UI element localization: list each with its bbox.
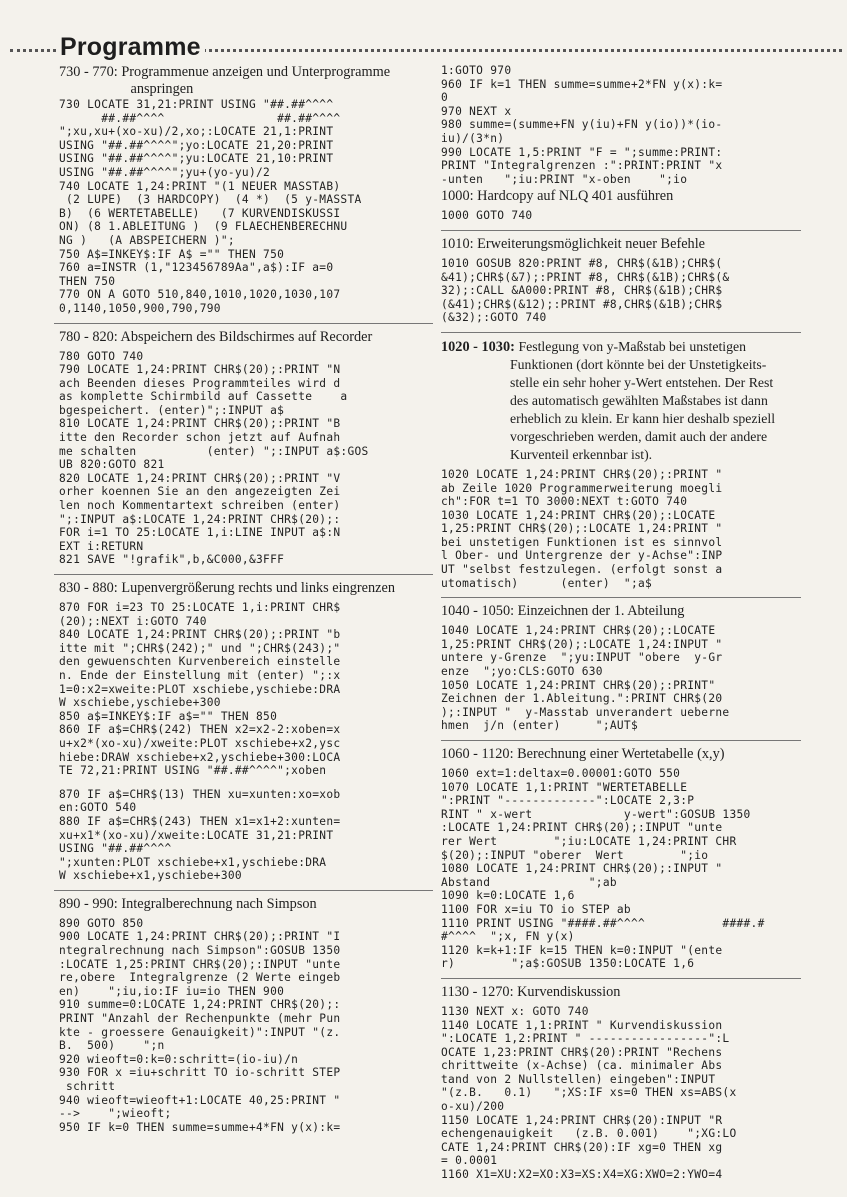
code-block-1130: 1130 NEXT x: GOTO 740 1140 LOCATE 1,1:PRINT " Kurvendiskussion ":LOCATE 1,2:PRINT " -----------------":L OCATE 1,23:PRINT CHR$(20):PRINT "Rechens chrittweite (x-Achse) (ca. minimaler Abs tand von 2 Nullstellen) eingeben":INPUT "(z.B. 0.1) ";XS:IF xs=0 THEN xs=ABS(x o-xu)/200 1150 LOCATE 1,24:PRINT CHR$(20):INPUT "R echengenauigkeit (z.B. 0.001) ";XG:LO CATE 1,24:PRINT CHR$(20):IF xg=0 THEN xg = 0.0001 1160 X1=XU:X2=XO:X3=XS:X4=XG:XWO=2:YWO=4 xyxy=(441,1004,737,1182)
code-block-1000: 1000 GOTO 740 xyxy=(441,209,533,223)
section-description-1020: Festlegung von y-Maßstab bei unstetigen Funktionen (dort könnte bei der Unstetigkeits- stelle ein sehr hoher y-Wert entstehen. Der Rest des automatisch gewählten Maßstabes ist dann erheblich zu klein. Er kann hier deshalb speziell vorgeschrieben werden, damit auch der andere Kurventeil erkennbar ist). xyxy=(509,338,776,462)
section-heading-730: 730 - 770: Programmenue anzeigen und Unterprogramme anspringen xyxy=(59,64,391,97)
section-divider xyxy=(54,323,433,324)
code-block-1020: 1020 LOCATE 1,24:PRINT CHR$(20);:PRINT " ab Zeile 1020 Programmerweiterung moegli ch":FOR t=1 TO 3000:NEXT t:GOTO 740 1030 LOCATE 1,24:PRINT CHR$(20);:LOCATE 1,25:PRINT CHR$(20);:LOCATE 1,24:PRINT " bei unstetigen Funktionen ist es sinnvol l Ober- und Untergrenze der y-Achse":INP UT "selbst festzulegen. (erfolgt sonst a utomatisch) (enter) ";a$ xyxy=(441,467,723,590)
section-heading-1020: 1020 - 1030: xyxy=(441,338,519,355)
code-block-830: 870 FOR i=23 TO 25:LOCATE 1,i:PRINT CHR$ (20);:NEXT i:GOTO 740 840 LOCATE 1,24:PRINT CHR$(20);:PRINT "b itte mit ";CHR$(242);" und ";CHR$(243);" den gewuenschten Kurvenbereich einstelle n. Ende der Einstellung mit (enter) ";:x 1=0:x2=xweite:PLOT xschiebe,yschiebe:DRA W xschiebe,yschiebe+300 850 a$=INKEY$:IF a$="" THEN 850 860 IF a$=CHR$(242) THEN x2=x2-2:xoben=x u+x2*(xo-xu)/xweite:PLOT xschiebe+x2,ysc hiebe:DRAW xschiebe+x2,yschiebe+300:LOCA TE 72,21:PRINT USING "##.##^^^^";xoben xyxy=(59,601,341,778)
section-divider xyxy=(441,597,801,598)
section-heading-1040: 1040 - 1050: Einzeichnen der 1. Abteilung xyxy=(441,603,685,620)
code-block-1040: 1040 LOCATE 1,24:PRINT CHR$(20);:LOCATE 1,25:PRINT CHR$(20);:LOCATE 1,24:INPUT " untere y-Grenze ";yu:INPUT "obere y-Gr enze ";yo:CLS:GOTO 630 1050 LOCATE 1,24:PRINT CHR$(20);:PRINT" Zeichnen der 1.Ableitung.":PRINT CHR$(20 );:INPUT " y-Masstab unverandert ueberne hmen j/n (enter) ";AUT$ xyxy=(441,624,730,733)
section-heading-1000: 1000: Hardcopy auf NLQ 401 ausführen xyxy=(441,188,674,205)
section-divider xyxy=(441,332,801,333)
page-header xyxy=(10,33,842,62)
code-block-1060: 1060 ext=1:deltax=0.00001:GOTO 550 1070 LOCATE 1,1:PRINT "WERTETABELLE ":PRINT "-------------":LOCATE 2,3:P RINT " x-wert y-wert":GOSUB 1350 :LOCATE 1,24:PRINT CHR$(20);:INPUT "unte rer Wert ";iu:LOCATE 1,24:PRINT CHR $(20);:INPUT "oberer Wert ";io 1080 LOCATE 1,24:PRINT CHR$(20);:INPUT " Abstand ";ab 1090 k=0:LOCATE 1,6 1100 FOR x=iu TO io STEP ab 1110 PRINT USING "####.##^^^^ ####.# #^^^^ ";x, FN y(x) 1120 k=k+1:IF k=15 THEN k=0:INPUT "(ente r) ";a$:GOSUB 1350:LOCATE 1,6 xyxy=(441,767,765,971)
code-block-950-continued: 1:GOTO 970 960 IF k=1 THEN summe=summe+2*FN y(x):k= 0 970 NEXT x 980 summe=(summe+FN y(iu)+FN y(io))*(io- iu)/(3*n) 990 LOCATE 1,5:PRINT "F = ";summe:PRINT: PRINT "Integralgrenzen :":PRINT:PRINT "x -unten ";iu:PRINT "x-oben ";io xyxy=(441,64,723,186)
code-block-780: 780 GOTO 740 790 LOCATE 1,24:PRINT CHR$(20);:PRINT "N ach Beenden dieses Programmteiles wird d as komplette Schirmbild auf Cassette a bgespeichert. (enter)";:INPUT a$ 810 LOCATE 1,24:PRINT CHR$(20);:PRINT "B itte den Recorder schon jetzt auf Aufnah me schalten (enter) ";:INPUT a$:GOS UB 820:GOTO 821 820 LOCATE 1,24:PRINT CHR$(20);:PRINT "V orher koennen Sie an den angezeigten Zei len noch Kommentartext schreiben (enter) ";:INPUT a$:LOCATE 1,24:PRINT CHR$(20);: FOR i=1 TO 25:LOCATE 1,i:LINE INPUT a$:N EXT i:RETURN 821 SAVE "!grafik",b,&C000,&3FFF xyxy=(59,349,369,567)
header-title: Programme xyxy=(56,33,205,62)
section-heading-1060: 1060 - 1120: Berechnung einer Wertetabelle (x,y) xyxy=(441,746,725,762)
section-divider xyxy=(441,230,801,231)
section-divider xyxy=(54,574,433,575)
left-column xyxy=(59,64,433,1134)
section-heading-780: 780 - 820: Abspeichern des Bildschirmes auf Recorder xyxy=(59,328,373,345)
section-heading-830: 830 - 880: Lupenvergrößerung rechts und links eingrenzen xyxy=(59,580,396,596)
section-divider xyxy=(441,978,801,979)
code-block-870: 870 IF a$=CHR$(13) THEN xu=xunten:xo=xob en:GOTO 540 880 IF a$=CHR$(243) THEN x1=x1+2:xunten= xu+x1*(xo-xu)/xweite:LOCATE 31,21:PRINT USING "##.##^^^^ ";xunten:PLOT xschiebe+x1,yschiebe:DRA W xschiebe+x1,yschiebe+300 xyxy=(59,787,341,883)
right-column xyxy=(441,64,801,1182)
code-block-730: 730 LOCATE 31,21:PRINT USING "##.##^^^^ ##.##^^^^ ##.##^^^^ ";xu,xu+(xo-xu)/2,xo;:LOCATE 21,1:PRINT USING "##.##^^^^";yo:LOCATE 21,20:PRINT USING "##.##^^^^";yu:LOCATE 21,10:PRINT USING "##.##^^^^";yu+(yo-yu)/2 740 LOCATE 1,24:PRINT "(1 NEUER MASSTAB) (2 LUPE) (3 HARDCOPY) (4 *) (5 y-MASSTA B) (6 WERTETABELLE) (7 KURVENDISKUSSI ON) (8 1.ABLEITUNG ) (9 FLAECHENBERECHNU NG ) (A ABSPEICHERN )"; 750 A$=INKEY$:IF A$ ="" THEN 750 760 a=INSTR (1,"123456789Aa",a$):IF a=0 THEN 750 770 ON A GOTO 510,840,1010,1020,1030,107 0,1140,1050,900,790,790 xyxy=(59,98,362,315)
section-divider xyxy=(54,890,433,891)
section-heading-1130: 1130 - 1270: Kurvendiskussion xyxy=(441,983,621,1000)
section-heading-1010: 1010: Erweiterungsmöglichkeit neuer Befehle xyxy=(441,235,706,252)
section-heading-890: 890 - 990: Integralberechnung nach Simpson xyxy=(59,895,317,912)
code-block-1010: 1010 GOSUB 820:PRINT #8, CHR$(&1B);CHR$( &41);CHR$(&7);:PRINT #8, CHR$(&1B);CHR$(& 32);:CALL &A000:PRINT #8, CHR$(&1B);CHR$ (&41);CHR$(&12);:PRINT #8,CHR$(&1B);CHR$ (&32);:GOTO 740 xyxy=(441,256,730,325)
section-divider xyxy=(441,740,801,741)
section-1020-text xyxy=(441,338,801,464)
code-block-890: 890 GOTO 850 900 LOCATE 1,24:PRINT CHR$(20);:PRINT "I ntegralrechnung nach Simpson":GOSUB 1350 :LOCATE 1,25:PRINT CHR$(20);:INPUT "unte re,obere Integralgrenze (2 Werte eingeb en) ";iu,io:IF iu=io THEN 900 910 summe=0:LOCATE 1,24:PRINT CHR$(20);: PRINT "Anzahl der Rechenpunkte (mehr Pun kte - groessere Genauigkeit)":INPUT "(z. B. 500) ";n 920 wieoft=0:k=0:schritt=(io-iu)/n 930 FOR x =iu+schritt TO io-schritt STEP schritt 940 wieoft=wieoft+1:LOCATE 40,25:PRINT " --> ";wieoft; 950 IF k=0 THEN summe=summe+4*FN y(x):k= xyxy=(59,916,341,1134)
